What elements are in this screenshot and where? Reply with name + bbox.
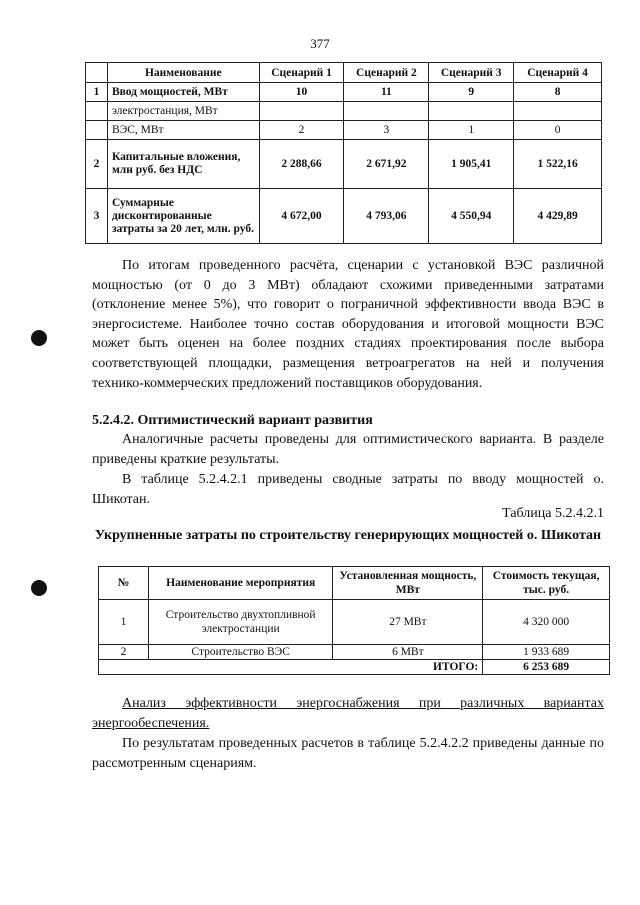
cell-value: 10 [259, 83, 344, 102]
cell-value: 4 429,89 [514, 189, 602, 244]
header-cell: Сценарий 3 [429, 63, 514, 83]
cell-value: 1 [429, 121, 514, 140]
cell-value: 4 672,00 [259, 189, 344, 244]
cell-value: 3 [344, 121, 429, 140]
header-cell: Наименование [107, 63, 259, 83]
row-number [86, 121, 108, 140]
cell-value [259, 102, 344, 121]
header-cell: Стоимость текущая, тыс. руб. [483, 567, 610, 600]
total-label: ИТОГО: [99, 660, 483, 675]
cost-value: 4 320 000 [483, 600, 610, 645]
header-cell: № [99, 567, 149, 600]
header-cell: Установленная мощность, МВт [333, 567, 483, 600]
punch-hole-icon [31, 580, 47, 596]
header-cell [86, 63, 108, 83]
header-cell: Сценарий 1 [259, 63, 344, 83]
table-label: Таблица 5.2.4.2.1 [502, 506, 604, 521]
row-label: ВЭС, МВт [107, 121, 259, 140]
cell-value: 2 [259, 121, 344, 140]
analysis-heading: Анализ эффективности энергоснабжения при различных вариантах энергообеспечения. [92, 696, 604, 731]
table-row [99, 645, 610, 660]
row-number: 3 [86, 189, 108, 244]
cell-value: 1 905,41 [429, 140, 514, 189]
table-row [86, 140, 602, 189]
cost-value: 1 933 689 [483, 645, 610, 660]
total-value: 6 253 689 [483, 660, 610, 675]
section-heading: 5.2.4.2. Оптимистический вариант развития [92, 413, 373, 428]
paragraph-scenarios: По результатам проведенных расчетов в таблице 5.2.4.2.2 приведены данные по рассмотренным сценариям. [92, 736, 604, 771]
row-label: электростанция, МВт [107, 102, 259, 121]
paragraph-analog: Аналогичные расчеты проведены для оптимистического варианта. В разделе приведены краткие результаты. [92, 432, 604, 467]
cell-value: 1 522,16 [514, 140, 602, 189]
table-header-row [99, 567, 610, 600]
cell-value [344, 102, 429, 121]
cell-value: 4 550,94 [429, 189, 514, 244]
cell-value: 4 793,06 [344, 189, 429, 244]
header-cell: Сценарий 4 [514, 63, 602, 83]
table-row [99, 600, 610, 645]
page-number: 377 [310, 36, 330, 51]
power-value: 27 МВт [333, 600, 483, 645]
table-row [86, 121, 602, 140]
cell-value: 9 [429, 83, 514, 102]
cell-value: 11 [344, 83, 429, 102]
paragraph-results: По итогам проведенного расчёта, сценарии с установкой ВЭС различной мощностью (от 0 до 3 МВт) обладают схожими приведенными затратами (отклонение менее 5%), что говорит о пограничной эффективности ввода ВЭС в энергосистеме. Наиболее точно состав оборудования и итоговой мощности ВЭС может быть оценен на более поздних стадиях проектирования после выбора соответствующей площадки, размещения ветроагрегатов на ней и получения технико-коммерческих предложений поставщиков оборудования. [92, 258, 604, 391]
row-label: Суммарные дисконтированные затраты за 20 лет, млн. руб. [107, 189, 259, 244]
table-total-row [99, 660, 610, 675]
table-row [86, 189, 602, 244]
cell-value [429, 102, 514, 121]
cell-value [514, 102, 602, 121]
header-cell: Сценарий 2 [344, 63, 429, 83]
cell-value: 0 [514, 121, 602, 140]
paragraph-table-intro: В таблице 5.2.4.2.1 приведены сводные затраты по вводу мощностей о. Шикотан. [92, 472, 604, 507]
table-title: Укрупненные затраты по строительству генерирующих мощностей о. Шикотан [94, 528, 602, 543]
cell-value: 8 [514, 83, 602, 102]
row-label: Ввод мощностей, МВт [107, 83, 259, 102]
scenario-table [85, 62, 602, 244]
row-number: 1 [99, 600, 149, 645]
row-label: Капитальные вложения, млн руб. без НДС [107, 140, 259, 189]
power-value: 6 МВт [333, 645, 483, 660]
measure-name: Строительство двухтопливной электростанции [148, 600, 333, 645]
header-cell: Наименование мероприятия [148, 567, 333, 600]
row-number: 2 [99, 645, 149, 660]
row-number: 1 [86, 83, 108, 102]
row-number: 2 [86, 140, 108, 189]
costs-table [98, 566, 610, 675]
punch-hole-icon [31, 330, 47, 346]
table-header-row [86, 63, 602, 83]
cell-value: 2 671,92 [344, 140, 429, 189]
measure-name: Строительство ВЭС [148, 645, 333, 660]
cell-value: 2 288,66 [259, 140, 344, 189]
table-row [86, 102, 602, 121]
row-number [86, 102, 108, 121]
table-row [86, 83, 602, 102]
